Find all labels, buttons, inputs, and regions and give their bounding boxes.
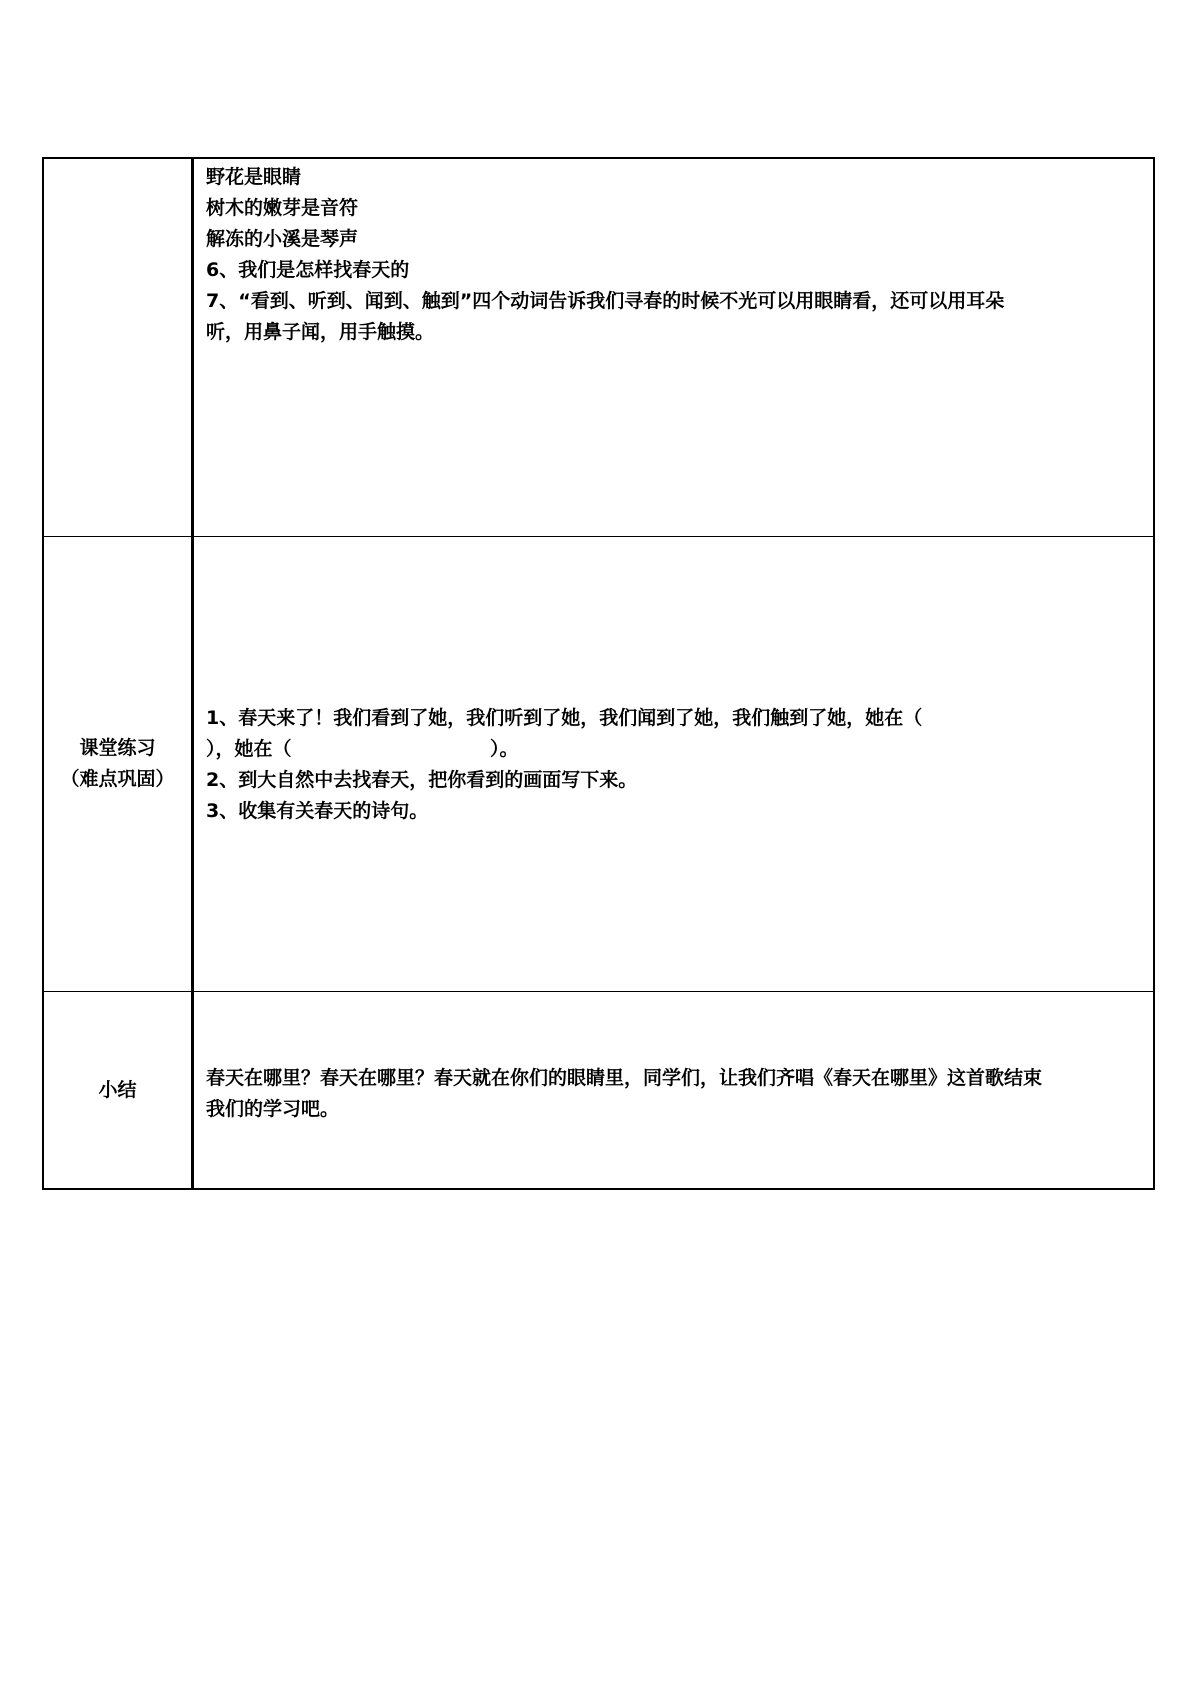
row-content-cell [194,992,1153,1188]
content-line: 我们的学习吧。 [206,1098,340,1120]
content-line: ），她在（ ）。 [206,738,519,760]
row-label: 小结 [98,1078,137,1101]
content-line: 野花是眼睛 [206,166,302,188]
content-line: 树木的嫩芽是音符 [206,197,359,219]
content-line: 3、收集有关春天的诗句。 [206,800,429,822]
content-line: 7、“看到、听到、闻到、触到”四个动词告诉我们寻春的时候不光可以用眼睛看，还可以用耳朵 [206,290,1005,312]
table-row-summary [44,992,1153,1188]
row-content-cell [194,159,1153,536]
row-label-cell [44,992,194,1188]
row-label-cell [44,537,194,991]
content-line: 2、到大自然中去找春天，把你看到的画面写下来。 [206,769,638,791]
content-line: 春天在哪里？春天在哪里？春天就在你们的眼睛里，同学们，让我们齐唱《春天在哪里》这首歌结束 [206,1067,1043,1089]
row-label: 课堂练习 [79,737,156,759]
table-row-continuation [44,159,1153,537]
content-line: 6、我们是怎样找春天的 [206,259,410,281]
table-row-practice [44,537,1153,992]
content-line: 解冻的小溪是琴声 [206,228,359,250]
row-content-cell [194,537,1153,991]
content-line: 1、春天来了！我们看到了她，我们听到了她，我们闻到了她，我们触到了她，她在（ [206,707,923,729]
lesson-plan-table [42,157,1155,1190]
row-label-cell [44,159,194,536]
content-line: 听，用鼻子闻，用手触摸。 [206,321,435,343]
row-label-sub: （难点巩固） [60,768,175,790]
